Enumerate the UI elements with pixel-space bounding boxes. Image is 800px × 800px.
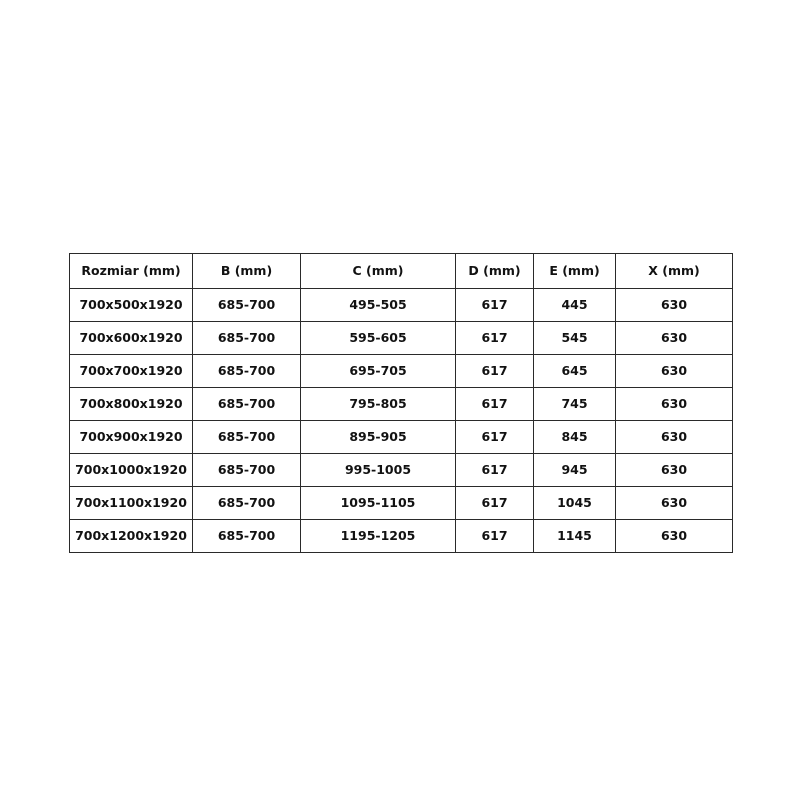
cell-c: 1195-1205 [301, 520, 456, 553]
specification-table [69, 253, 733, 553]
cell-d: 617 [456, 322, 534, 355]
cell-e: 945 [534, 454, 616, 487]
cell-b: 685-700 [193, 388, 301, 421]
cell-x: 630 [616, 421, 733, 454]
cell-c: 895-905 [301, 421, 456, 454]
cell-rozmiar: 700x900x1920 [70, 421, 193, 454]
cell-rozmiar: 700x700x1920 [70, 355, 193, 388]
cell-d: 617 [456, 487, 534, 520]
table-row [70, 421, 733, 454]
cell-b: 685-700 [193, 520, 301, 553]
table-row [70, 289, 733, 322]
cell-e: 745 [534, 388, 616, 421]
cell-x: 630 [616, 454, 733, 487]
column-header-c: C (mm) [301, 254, 456, 289]
cell-rozmiar: 700x1200x1920 [70, 520, 193, 553]
column-header-x: X (mm) [616, 254, 733, 289]
cell-rozmiar: 700x1000x1920 [70, 454, 193, 487]
specification-table-container [69, 253, 732, 553]
column-header-d: D (mm) [456, 254, 534, 289]
cell-b: 685-700 [193, 487, 301, 520]
table-row [70, 454, 733, 487]
cell-x: 630 [616, 520, 733, 553]
cell-rozmiar: 700x500x1920 [70, 289, 193, 322]
table-row [70, 487, 733, 520]
cell-rozmiar: 700x1100x1920 [70, 487, 193, 520]
cell-e: 445 [534, 289, 616, 322]
column-header-b: B (mm) [193, 254, 301, 289]
cell-e: 645 [534, 355, 616, 388]
cell-d: 617 [456, 454, 534, 487]
cell-c: 795-805 [301, 388, 456, 421]
cell-c: 495-505 [301, 289, 456, 322]
cell-e: 545 [534, 322, 616, 355]
cell-c: 995-1005 [301, 454, 456, 487]
cell-rozmiar: 700x800x1920 [70, 388, 193, 421]
table-body [70, 289, 733, 553]
cell-e: 1145 [534, 520, 616, 553]
cell-d: 617 [456, 355, 534, 388]
cell-x: 630 [616, 289, 733, 322]
cell-x: 630 [616, 355, 733, 388]
cell-d: 617 [456, 520, 534, 553]
cell-e: 845 [534, 421, 616, 454]
table-header [70, 254, 733, 289]
cell-d: 617 [456, 388, 534, 421]
column-header-e: E (mm) [534, 254, 616, 289]
cell-c: 1095-1105 [301, 487, 456, 520]
cell-c: 695-705 [301, 355, 456, 388]
cell-e: 1045 [534, 487, 616, 520]
table-row [70, 520, 733, 553]
table-row [70, 355, 733, 388]
cell-d: 617 [456, 421, 534, 454]
cell-b: 685-700 [193, 355, 301, 388]
cell-b: 685-700 [193, 454, 301, 487]
cell-c: 595-605 [301, 322, 456, 355]
cell-rozmiar: 700x600x1920 [70, 322, 193, 355]
cell-x: 630 [616, 388, 733, 421]
table-row [70, 322, 733, 355]
table-row [70, 388, 733, 421]
cell-d: 617 [456, 289, 534, 322]
cell-b: 685-700 [193, 421, 301, 454]
table-header-row [70, 254, 733, 289]
column-header-rozmiar: Rozmiar (mm) [70, 254, 193, 289]
cell-b: 685-700 [193, 322, 301, 355]
cell-b: 685-700 [193, 289, 301, 322]
cell-x: 630 [616, 322, 733, 355]
cell-x: 630 [616, 487, 733, 520]
